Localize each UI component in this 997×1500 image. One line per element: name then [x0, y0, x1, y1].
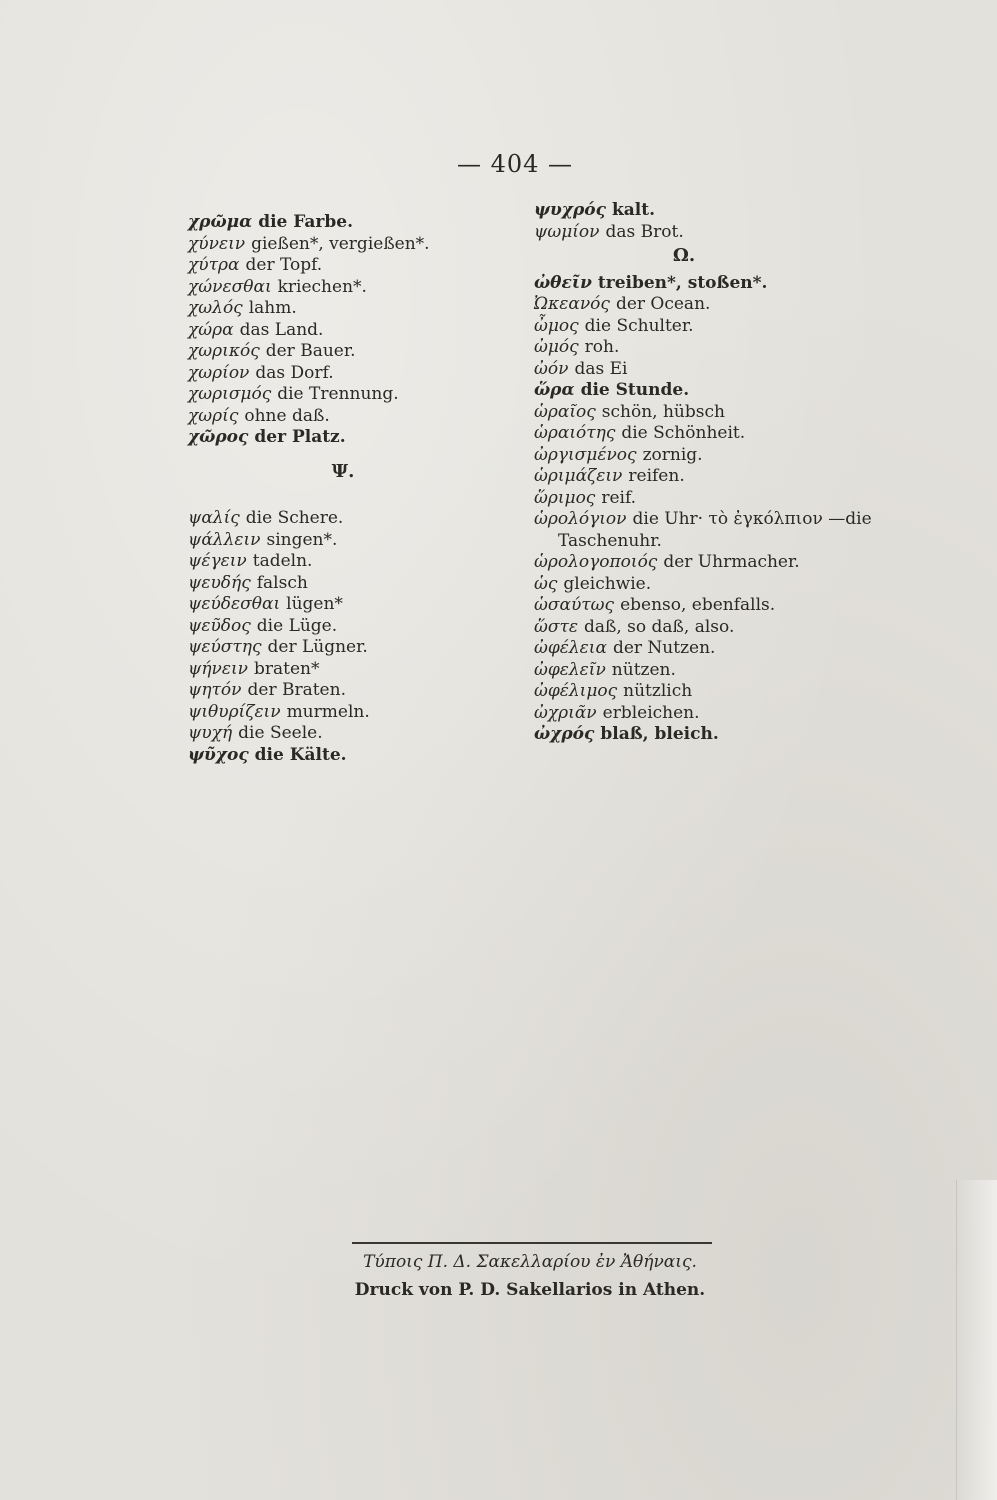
greek-headword: ψήνειν	[188, 658, 248, 679]
german-translation: die Lüge.	[256, 615, 338, 636]
german-translation: die Schulter.	[584, 315, 694, 336]
dictionary-entry	[188, 637, 488, 659]
dictionary-entry	[188, 427, 488, 449]
dictionary-entry	[188, 530, 488, 552]
greek-headword: ὡραιότης	[534, 423, 616, 443]
section-heading-omega: Ω.	[672, 245, 696, 266]
greek-headword: ὠχρός	[534, 724, 595, 744]
german-translation: gleichwie.	[563, 573, 652, 594]
german-translation: der Lügner.	[267, 637, 368, 657]
greek-headword: χωλός	[188, 298, 243, 318]
left-entries-psi	[188, 508, 488, 766]
german-translation: das Dorf.	[255, 362, 334, 383]
german-translation: der Uhrmacher.	[663, 552, 800, 572]
german-translation: treiben*, stoßen*.	[597, 272, 768, 293]
dictionary-entry	[534, 337, 874, 359]
greek-headword: ψυχρός	[534, 200, 606, 220]
greek-headword: ψεῦδος	[188, 615, 251, 636]
german-translation: nützen.	[611, 659, 676, 680]
dictionary-entry	[534, 316, 874, 338]
german-translation: der Braten.	[247, 680, 346, 700]
greek-headword: ὠργισμένος	[534, 444, 637, 465]
german-translation: ohne daß.	[244, 405, 330, 426]
torn-page-edge	[956, 1180, 997, 1500]
greek-headword: ὥστε	[534, 616, 578, 637]
greek-headword: ὠθεῖν	[534, 272, 592, 293]
greek-headword: ψεύδεσθαι	[188, 594, 281, 614]
dictionary-entry	[188, 594, 488, 616]
dictionary-entry	[188, 508, 488, 530]
dictionary-entry	[188, 212, 488, 234]
greek-headword: ὡς	[534, 573, 558, 594]
dictionary-entry	[534, 724, 874, 746]
greek-headword: χωρίον	[188, 362, 250, 383]
dictionary-entry	[534, 638, 874, 660]
german-translation: die Kälte.	[254, 744, 347, 765]
greek-headword: ὡριμάζειν	[534, 466, 623, 486]
dictionary-entry	[534, 509, 874, 531]
greek-headword: ὠφελεῖν	[534, 659, 606, 680]
german-translation: blaß, bleich.	[600, 724, 719, 744]
greek-headword: ψητόν	[188, 680, 242, 700]
german-translation: der Platz.	[254, 427, 346, 447]
dictionary-entry	[188, 234, 488, 256]
german-translation: das Brot.	[605, 221, 684, 242]
dictionary-entry	[188, 551, 488, 573]
greek-headword: ὡρολογοποιός	[534, 552, 658, 572]
german-translation: schön, hübsch	[601, 401, 725, 422]
dictionary-entry	[534, 531, 874, 553]
german-translation: lügen*	[286, 594, 343, 614]
dictionary-entry	[534, 617, 874, 639]
greek-headword: χωρικός	[188, 341, 260, 361]
german-translation: kriechen*.	[277, 276, 367, 297]
greek-headword: ὠμός	[534, 337, 579, 357]
dictionary-entry	[534, 660, 874, 682]
german-translation: gießen*, vergießen*.	[251, 233, 430, 254]
greek-headword: χύτρα	[188, 255, 240, 275]
greek-headword: ὥρα	[534, 380, 575, 400]
greek-headword: ψῦχος	[188, 744, 249, 765]
german-translation: kalt.	[611, 200, 656, 220]
dictionary-entry	[534, 595, 874, 617]
greek-headword: χρῶμα	[188, 212, 253, 232]
greek-headword: ψάλλειν	[188, 529, 261, 550]
german-translation: reifen.	[628, 466, 685, 486]
dictionary-entry	[188, 384, 488, 406]
section-heading-psi: Ψ.	[331, 460, 355, 482]
german-translation: der Ocean.	[615, 294, 711, 314]
german-translation: singen*.	[266, 529, 338, 550]
dictionary-entry	[188, 406, 488, 428]
dictionary-entry	[188, 320, 488, 342]
greek-headword: χωρισμός	[188, 384, 272, 404]
german-translation: die Seele.	[238, 723, 323, 743]
greek-headword: χῶρος	[188, 427, 249, 447]
greek-headword: ὦμος	[534, 315, 579, 336]
dictionary-entry	[534, 552, 874, 574]
greek-headword: ψαλίς	[188, 508, 240, 528]
german-translation: nützlich	[623, 681, 693, 701]
german-translation: roh.	[584, 337, 620, 357]
page-number: — 404 —	[456, 150, 574, 178]
dictionary-entry	[188, 255, 488, 277]
german-translation: die Trennung.	[277, 384, 399, 404]
greek-headword: ὠφέλιμος	[534, 681, 618, 701]
dictionary-entry	[188, 702, 488, 724]
greek-headword: χώρα	[188, 319, 234, 340]
greek-headword: ὠφέλεια	[534, 638, 607, 658]
german-translation: der Bauer.	[265, 341, 356, 361]
german-translation: zornig.	[642, 444, 703, 465]
dictionary-entry	[534, 703, 874, 725]
dictionary-entry	[534, 380, 874, 402]
german-translation: der Nutzen.	[612, 638, 716, 658]
german-translation: der Topf.	[245, 255, 323, 275]
dictionary-entry	[534, 200, 874, 222]
dictionary-entry	[534, 681, 874, 703]
greek-headword: ὥριμος	[534, 487, 596, 508]
german-translation: das Land.	[239, 319, 324, 340]
dictionary-entry	[534, 359, 874, 381]
greek-headword: ὡρολόγιον	[534, 509, 627, 529]
greek-headword: ψεύστης	[188, 637, 262, 657]
dictionary-entry	[188, 745, 488, 767]
left-column	[188, 212, 488, 766]
german-translation: erbleichen.	[602, 702, 700, 723]
greek-headword: ψιθυρίζειν	[188, 701, 281, 722]
left-entries-chi	[188, 212, 488, 449]
dictionary-entry	[534, 466, 874, 488]
greek-headword: ὠόν	[534, 358, 569, 379]
imprint-greek: Τύποις Π. Δ. Σακελλαρίου ἐν Ἀθήναις.	[363, 1252, 697, 1272]
german-translation: daß, so daß, also.	[584, 616, 735, 637]
dictionary-entry	[188, 363, 488, 385]
greek-headword: ὠχριᾶν	[534, 702, 597, 723]
german-translation: die Schönheit.	[621, 423, 746, 443]
german-translation: Taschenuhr.	[558, 530, 662, 551]
dictionary-entry	[188, 573, 488, 595]
greek-headword: ψευδής	[188, 572, 251, 593]
greek-headword: ὡσαύτως	[534, 595, 615, 615]
dictionary-entry	[534, 273, 874, 295]
greek-headword: χώνεσθαι	[188, 276, 272, 297]
german-translation: lahm.	[248, 298, 297, 318]
dictionary-entry	[534, 402, 874, 424]
german-translation: die Schere.	[245, 508, 344, 528]
right-entries-psi	[534, 200, 874, 243]
german-translation: die Farbe.	[258, 212, 354, 232]
imprint-german: Druck von P. D. Sakellarios in Athen.	[354, 1280, 706, 1300]
german-translation: reif.	[601, 487, 637, 508]
dictionary-entry	[534, 574, 874, 596]
german-translation: falsch	[256, 572, 308, 593]
greek-headword: ψωμίον	[534, 221, 600, 242]
dictionary-entry	[534, 423, 874, 445]
german-translation: die Uhr· τὸ ἐγκόλπιον —die	[632, 509, 872, 529]
german-translation: tadeln.	[252, 551, 313, 571]
dictionary-entry	[188, 298, 488, 320]
greek-headword: χύνειν	[188, 233, 246, 254]
german-translation: das Ei	[574, 358, 628, 379]
dictionary-entry	[534, 294, 874, 316]
german-translation: murmeln.	[286, 701, 370, 722]
greek-headword: Ὠκεανός	[534, 294, 610, 314]
dictionary-entry	[534, 488, 874, 510]
dictionary-entry	[188, 723, 488, 745]
greek-headword: ὡραῖος	[534, 401, 596, 422]
footer-rule	[352, 1242, 712, 1244]
right-column	[534, 200, 874, 746]
right-entries-omega	[534, 273, 874, 746]
dictionary-entry	[188, 341, 488, 363]
dictionary-entry	[188, 659, 488, 681]
dictionary-entry	[188, 616, 488, 638]
dictionary-entry	[534, 445, 874, 467]
dictionary-entry	[188, 277, 488, 299]
greek-headword: ψέγειν	[188, 551, 247, 571]
greek-headword: ψυχή	[188, 723, 233, 743]
dictionary-entry	[534, 222, 874, 244]
german-translation: ebenso, ebenfalls.	[620, 595, 776, 615]
german-translation: die Stunde.	[580, 380, 690, 400]
german-translation: braten*	[253, 658, 320, 679]
dictionary-entry	[188, 680, 488, 702]
greek-headword: χωρίς	[188, 405, 239, 426]
